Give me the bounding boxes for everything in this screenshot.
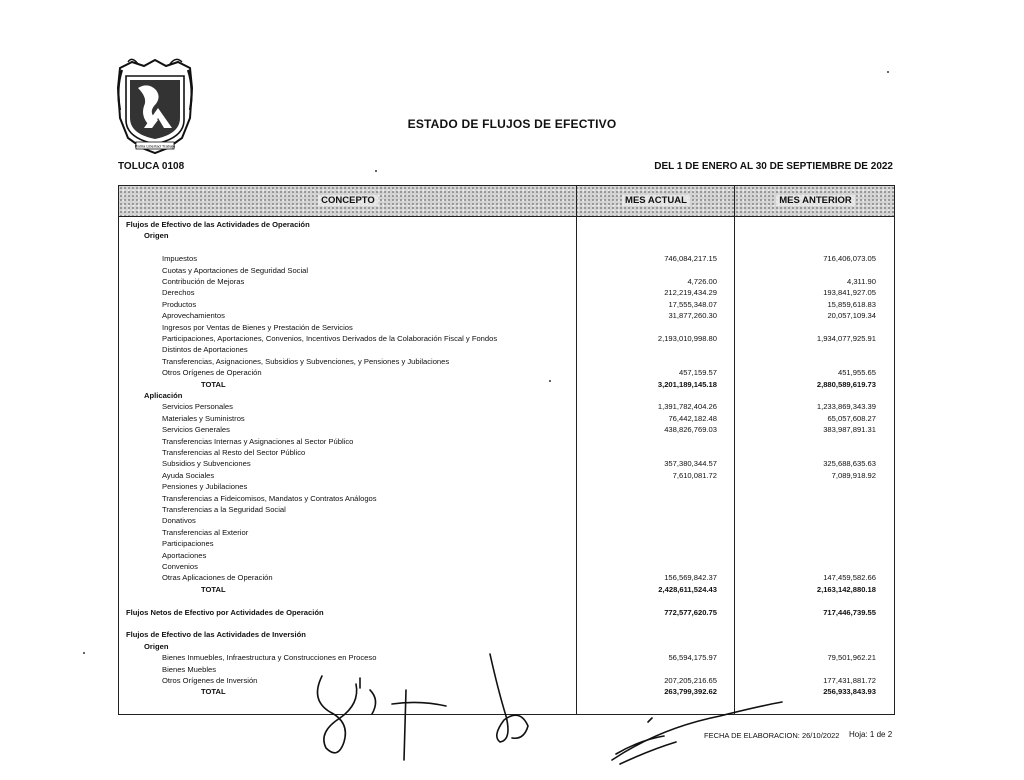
entity-name: TOLUCA 0108 — [118, 161, 185, 172]
row-concept: Otros Orígenes de Inversión — [162, 676, 258, 685]
table-row — [119, 276, 894, 287]
table-row — [119, 629, 894, 640]
row-concept: Bienes Inmuebles, Infraestructura y Construcciones en Proceso — [162, 653, 377, 663]
signature-stroke — [648, 718, 652, 722]
row-current-amount: 7,610,081.72 — [672, 470, 717, 480]
row-concept: Servicios Personales — [162, 402, 233, 412]
row-concept: Flujos Netos de Efectivo por Actividades de Operación — [126, 607, 324, 617]
row-current-amount: 3,201,189,145.18 — [657, 379, 717, 389]
row-concept: Transferencias a la Seguridad Social — [162, 505, 286, 514]
table-row — [119, 219, 894, 230]
row-current-amount: 17,555,348.07 — [668, 299, 717, 309]
row-previous-amount: 147,459,582.66 — [823, 573, 876, 583]
row-previous-amount: 2,880,589,619.73 — [816, 379, 876, 389]
row-concept: Subsidios y Subvenciones — [162, 459, 251, 469]
row-current-amount: 2,193,010,998.80 — [657, 334, 717, 343]
row-previous-amount: 451,955.65 — [837, 368, 876, 378]
row-previous-amount: 15,859,618.83 — [827, 299, 876, 309]
total-row — [119, 584, 894, 595]
scan-speck — [375, 170, 377, 172]
row-previous-amount: 65,057,608.27 — [827, 413, 876, 423]
signature-stroke — [616, 736, 676, 764]
row-concept: Otras Aplicaciones de Operación — [162, 573, 273, 583]
table-row — [119, 572, 894, 583]
row-previous-amount: 193,841,927.05 — [823, 288, 876, 298]
row-concept: Aplicación — [144, 391, 183, 400]
row-current-amount: 31,877,260.30 — [668, 311, 717, 321]
row-concept: TOTAL — [201, 379, 226, 389]
table-row — [119, 550, 894, 561]
row-current-amount: 263,799,392.62 — [664, 687, 717, 697]
document-title: ESTADO DE FLUJOS DE EFECTIVO — [407, 117, 617, 131]
row-current-amount: 438,826,769.03 — [664, 425, 717, 435]
table-row — [119, 664, 894, 675]
row-concept: Flujos de Efectivo de las Actividades de Operación — [126, 220, 310, 229]
table-row — [119, 413, 894, 424]
row-current-amount: 357,380,344.57 — [664, 459, 717, 469]
table-row — [119, 367, 894, 378]
row-concept: Derechos — [162, 288, 195, 298]
row-concept: Ayuda Sociales — [162, 470, 215, 480]
table-row — [119, 481, 894, 492]
table-row — [119, 447, 894, 458]
row-concept: Origen — [144, 231, 169, 241]
row-concept: Transferencias Internas y Asignaciones al Sector Público — [162, 436, 354, 446]
table-row — [119, 527, 894, 538]
row-previous-amount: 1,233,869,343.39 — [816, 402, 876, 412]
row-current-amount: 76,442,182.48 — [668, 413, 717, 423]
table-row — [119, 253, 894, 264]
row-concept: Pensiones y Jubilaciones — [162, 482, 248, 492]
table-row — [119, 515, 894, 526]
row-concept: Aportaciones — [162, 550, 207, 560]
row-concept: Distintos de Aportaciones — [162, 345, 248, 355]
state-emblem-logo — [112, 58, 198, 156]
row-previous-amount: 4,311.90 — [847, 277, 876, 286]
table-row — [119, 470, 894, 481]
table-row — [119, 344, 894, 355]
row-concept: Donativos — [162, 516, 196, 526]
row-concept: Transferencias al Exterior — [162, 527, 249, 537]
table-row — [119, 493, 894, 504]
table-row — [119, 504, 894, 515]
table-row — [119, 299, 894, 310]
row-concept: Bienes Muebles — [162, 664, 217, 674]
row-concept: TOTAL — [201, 687, 226, 697]
row-concept: Otros Orígenes de Operación — [162, 368, 262, 378]
header-mes-anterior: MES ANTERIOR — [735, 186, 895, 216]
row-previous-amount: 716,406,073.05 — [823, 254, 876, 264]
cash-flow-table — [118, 185, 895, 715]
row-concept: Aprovechamientos — [162, 311, 225, 321]
row-concept: Convenios — [162, 562, 198, 571]
table-row — [119, 458, 894, 469]
row-concept: Contribución de Mejoras — [162, 277, 245, 286]
page-number: Hoja: 1 de 2 — [849, 730, 893, 739]
row-concept: Transferencias a Fideicomisos, Mandatos y Contratos Análogos — [162, 493, 377, 503]
row-current-amount: 56,594,175.97 — [668, 653, 717, 663]
row-current-amount: 746,084,217.15 — [664, 254, 717, 264]
row-previous-amount: 325,688,635.63 — [823, 459, 876, 469]
row-current-amount: 457,159.57 — [678, 368, 717, 378]
header-mes-actual: MES ACTUAL — [577, 186, 735, 216]
elaboration-date: FECHA DE ELABORACION: 26/10/2022 — [704, 731, 840, 740]
table-header — [119, 186, 894, 217]
total-row — [119, 379, 894, 390]
emblem-caption-text: Patria Libertad Trabajo — [134, 143, 176, 149]
row-previous-amount: 20,057,109.34 — [827, 311, 876, 321]
row-concept: Flujos de Efectivo de las Actividades de Inversión — [126, 630, 306, 640]
row-previous-amount: 383,987,891.31 — [823, 425, 876, 435]
header-concepto: CONCEPTO — [119, 186, 577, 216]
row-current-amount: 4,726.00 — [687, 277, 717, 286]
row-current-amount: 156,569,842.37 — [664, 573, 717, 583]
table-row — [119, 401, 894, 412]
scan-speck — [83, 652, 85, 654]
row-previous-amount: 256,933,843.93 — [823, 687, 876, 697]
table-row — [119, 607, 894, 618]
table-row — [119, 641, 894, 652]
table-row — [119, 436, 894, 447]
row-current-amount: 772,577,620.75 — [664, 607, 717, 617]
row-concept: Participaciones, Aportaciones, Convenios, Incentivos Derivados de la Colaboración Fiscal y Fondos — [162, 334, 498, 343]
table-row — [119, 265, 894, 276]
row-concept: Ingresos por Ventas de Bienes y Prestación de Servicios — [162, 322, 353, 332]
row-concept: Impuestos — [162, 254, 198, 264]
row-concept: TOTAL — [201, 584, 226, 594]
table-row — [119, 356, 894, 367]
table-row — [119, 652, 894, 663]
scan-speck — [887, 71, 889, 73]
row-concept: Transferencias, Asignaciones, Subsidios y Subvenciones, y Pensiones y Jubilaciones — [162, 356, 450, 366]
row-previous-amount: 177,431,881.72 — [823, 676, 876, 685]
row-current-amount: 207,205,216.65 — [664, 676, 717, 685]
row-current-amount: 212,219,434.29 — [664, 288, 717, 298]
row-current-amount: 2,428,611,524.43 — [658, 584, 717, 594]
row-current-amount: 1,391,782,404.26 — [657, 402, 717, 412]
row-concept: Materiales y Suministros — [162, 413, 245, 423]
row-previous-amount: 79,501,962.21 — [827, 653, 876, 663]
total-row — [119, 686, 894, 697]
table-row — [119, 538, 894, 549]
row-concept: Cuotas y Aportaciones de Seguridad Social — [162, 265, 309, 275]
row-previous-amount: 7,089,918.92 — [831, 470, 876, 480]
row-previous-amount: 717,446,739.55 — [823, 607, 876, 617]
table-row — [119, 424, 894, 435]
row-concept: Transferencias al Resto del Sector Público — [162, 448, 306, 457]
table-row — [119, 595, 894, 606]
table-row — [119, 242, 894, 253]
table-row — [119, 322, 894, 333]
row-previous-amount: 1,934,077,925.91 — [816, 334, 876, 343]
table-row — [119, 333, 894, 344]
row-concept: Productos — [162, 299, 197, 309]
row-concept: Participaciones — [162, 539, 214, 549]
table-row — [119, 618, 894, 629]
row-concept: Servicios Generales — [162, 425, 230, 435]
table-row — [119, 287, 894, 298]
report-period: DEL 1 DE ENERO AL 30 DE SEPTIEMBRE DE 2022 — [654, 161, 893, 172]
table-row — [119, 561, 894, 572]
table-row — [119, 675, 894, 686]
row-concept: Origen — [144, 641, 169, 651]
table-row — [119, 390, 894, 401]
table-row — [119, 310, 894, 321]
row-previous-amount: 2,163,142,880.18 — [816, 584, 876, 594]
table-row — [119, 230, 894, 241]
